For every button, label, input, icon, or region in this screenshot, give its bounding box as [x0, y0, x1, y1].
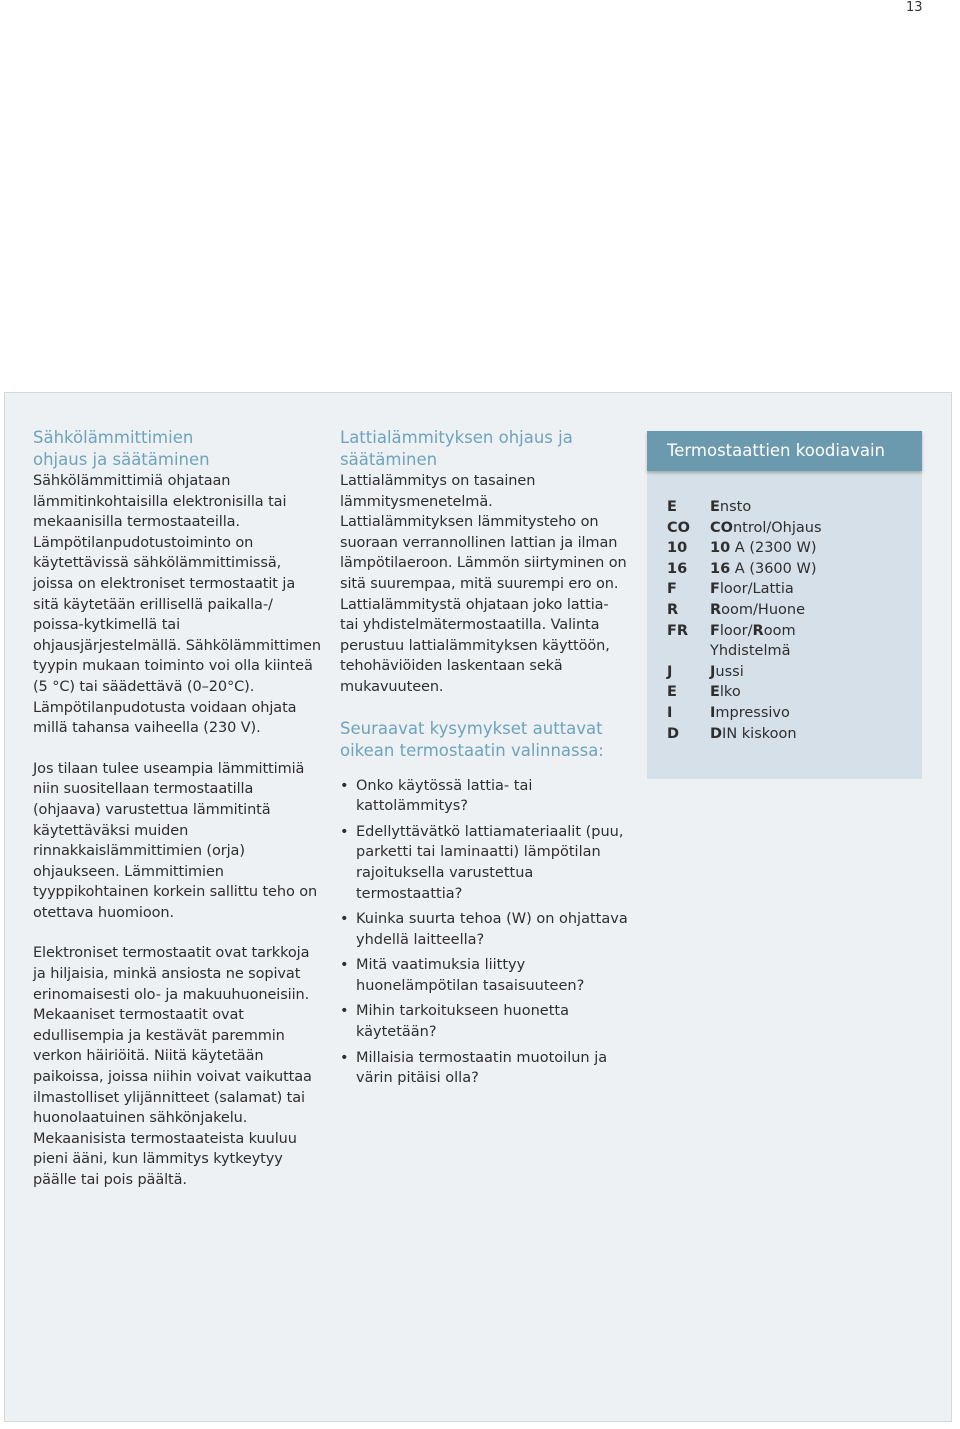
code-description: DIN kiskoon — [710, 725, 797, 742]
code-description: Room/Huone — [710, 601, 805, 618]
bullet: • — [340, 823, 349, 840]
code-description: Jussi — [710, 663, 744, 680]
code-key-row — [667, 559, 922, 580]
code-description: COntrol/Ohjaus — [710, 519, 822, 536]
code: E — [667, 684, 677, 701]
code: I — [667, 704, 673, 721]
code-description: Elko — [710, 684, 741, 701]
bullet: • — [340, 1049, 349, 1066]
code-key-row — [667, 518, 922, 539]
question-text: Mitä vaatimuksia liittyy huonelämpötilan tasaisuuteen? — [356, 957, 585, 994]
heading-line-1: Lattialämmityksen ohjaus ja — [340, 428, 573, 447]
code-key-box — [647, 431, 922, 779]
paragraph: Elektroniset termostaatit ovat tarkkoja ja hiljaisia, minkä ansiosta ne sopivat erinomaisesti olo- ja makuuhuoneisiin. Mekaaniset termostaatit ovat edullisempia ja kestävät paremmin verkon häiriöitä. Niitä käytetään paikoissa, joissa niihin voivat vaikuttaa ilmastolliset ylijännitteet (salamat) tai huonolaatuinen sähkönjakelu. Mekaanisista termostaateista kuuluu pieni ääni, kun lämmitys kytkeytyy päälle tai pois päältä. — [33, 945, 312, 1188]
bullet: • — [340, 777, 349, 794]
question-text: Kuinka suurta tehoa (W) on ohjattava yhdellä laitteella? — [356, 911, 628, 948]
code-key-row — [667, 497, 922, 518]
heading-line-2: säätäminen — [340, 450, 438, 469]
content-panel — [4, 392, 952, 1422]
list-item — [340, 822, 630, 904]
heading-line-1: Seuraavat kysymykset auttavat — [340, 718, 603, 738]
code: R — [667, 601, 679, 618]
code: 10 — [667, 540, 688, 557]
code-key-row — [667, 703, 922, 724]
code: D — [667, 725, 680, 742]
code-key-row — [667, 579, 922, 600]
column-floor-heating — [340, 427, 630, 1094]
page-number: 13 — [906, 0, 923, 15]
question-text: Onko käytössä lattia- tai kattolämmitys? — [356, 777, 533, 815]
code-key-list — [647, 471, 922, 744]
column-code-key — [647, 431, 922, 779]
list-item — [340, 955, 630, 996]
list-item — [340, 909, 630, 950]
code-key-row — [667, 724, 922, 745]
code-key-title: Termostaattien koodiavain — [647, 431, 922, 471]
list-item — [340, 776, 630, 817]
code-description: Floor/Lattia — [710, 581, 794, 598]
column-heater-control — [33, 427, 323, 1211]
code-description: Floor/Room Yhdistelmä — [710, 622, 796, 660]
paragraph: Sähkölämmittimiä ohjataan lämmitinkohtaisilla elektronisilla tai mekaanisilla termostaateilla. Lämpötilanpudotustoiminto on käytettävissä sähkölämmittimissä, joissa on elektroniset termostaatit ja sitä käytetään erillisellä paikalla-/ poissa-kytkimellä tai ohjausjärjestelmällä. Sähkölämmittimen tyypin mukaan toiminto voi olla kiinteä (5 °C) tai säädettävä (0–20°C). Lämpötilanpudotusta voidaan ohjata millä tahansa vaiheella (230 V). — [33, 473, 321, 737]
code: FR — [667, 622, 689, 639]
list-item — [340, 1001, 630, 1042]
heater-control-heading — [33, 427, 323, 471]
bullet: • — [340, 911, 349, 928]
code-description: 16 A (3600 W) — [710, 560, 817, 577]
code-description: Impressivo — [710, 704, 790, 721]
question-text: Mihin tarkoitukseen huonetta käytetään? — [356, 1003, 569, 1041]
code: F — [667, 581, 677, 598]
code-description: 10 A (2300 W) — [710, 540, 817, 557]
code: 16 — [667, 560, 688, 577]
list-item — [340, 1048, 630, 1089]
bullet: • — [340, 957, 349, 974]
heading-line-2: oikean termostaatin valinnassa: — [340, 740, 604, 760]
question-text: Millaisia termostaatin muotoilun ja värin pitäisi olla? — [356, 1049, 608, 1087]
code: J — [667, 663, 673, 680]
code: E — [667, 499, 677, 515]
paragraph: Jos tilaan tulee useampia lämmittimiä niin suositellaan termostaatilla (ohjaava) varustettua lämmitintä käytettäväksi muiden rinnakkaislämmittimien (orja) ohjaukseen. Lämmittimien tyyppikohtainen korkein sallittu teho on otettava huomioon. — [33, 760, 318, 921]
heading-line-1: Sähkölämmittimien — [33, 428, 194, 447]
code-key-row — [667, 621, 922, 662]
floor-heating-heading — [340, 427, 630, 471]
code-description: Ensto — [710, 499, 752, 515]
code-key-row — [667, 538, 922, 559]
bullet: • — [340, 1003, 349, 1020]
code: CO — [667, 519, 690, 536]
question-text: Edellyttävätkö lattiamateriaalit (puu, parketti tai laminaatti) lämpötilan rajoituksella varustettua termostaattia? — [356, 823, 624, 902]
code-key-row — [667, 662, 922, 683]
paragraph: Lattialämmitys on tasainen lämmitysmenetelmä. Lattialämmityksen lämmitysteho on suoraan verrannollinen lattian ja ilman lämpötilaeroon. Lämmön siirtyminen on sitä suurempaa, mitä suurempi ero on. Lattialämmitystä ohjataan joko lattia- tai yhdistelmätermostaatilla. Valinta perustuu lattialämmityksen käyttöön, tehohäviöiden laskentaan sekä mukavuuteen. — [340, 473, 627, 695]
heading-line-2: ohjaus ja säätäminen — [33, 450, 210, 469]
questions-heading — [340, 718, 630, 762]
code-key-row — [667, 682, 922, 703]
code-key-row — [667, 600, 922, 621]
questions-list — [340, 776, 630, 1089]
